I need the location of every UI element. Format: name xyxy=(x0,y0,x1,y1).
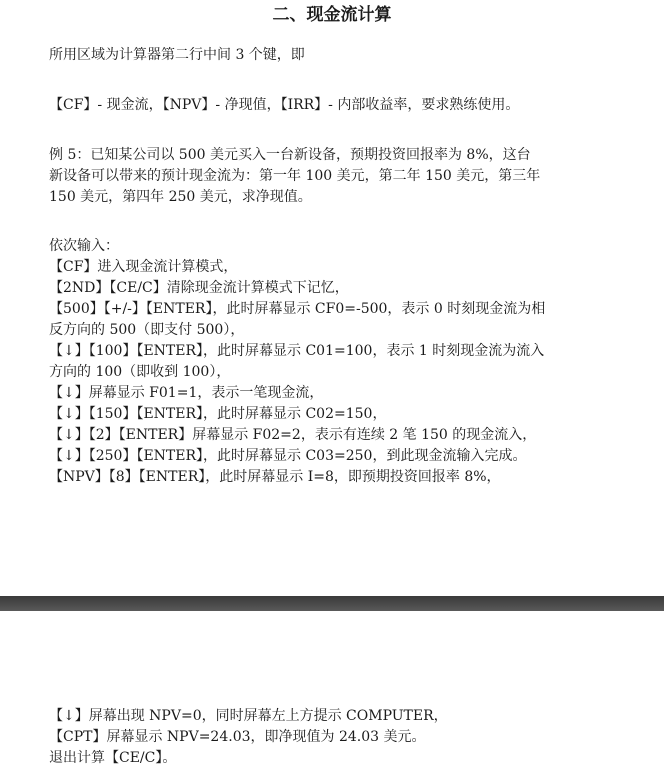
continuation-line: 【CPT】屏幕显示 NPV=24.03，即净现值为 24.03 美元。 xyxy=(49,729,426,745)
step-line: 【2ND】【CE/C】清除现金流计算模式下记忆， xyxy=(49,280,349,296)
example-line-3: 150 美元，第四年 250 美元，求净现值。 xyxy=(49,189,312,205)
step-line: 方向的 100（即收到 100）， xyxy=(49,364,231,380)
step-line: 【↓】【2】【ENTER】屏幕显示 F02=2，表示有连续 2 笔 150 的现金流入， xyxy=(49,427,537,443)
steps-header: 依次输入： xyxy=(49,238,119,254)
calculator-keys-description: 【CF】- 现金流，【NPV】- 净现值，【IRR】- 内部收益率，要求熟练使用。 xyxy=(49,97,520,113)
step-line: 【↓】【150】【ENTER】，此时屏幕显示 C02=150， xyxy=(49,406,387,422)
step-line: 【↓】屏幕显示 F01=1，表示一笔现金流， xyxy=(49,385,324,401)
example-line-2: 新设备可以带来的预计现金流为：第一年 100 美元，第二年 150 美元，第三年 xyxy=(49,168,541,184)
continuation-line: 退出计算【CE/C】。 xyxy=(49,750,177,766)
page-separator xyxy=(0,596,664,611)
step-line: 【500】【+/-】【ENTER】，此时屏幕显示 CF0=-500，表示 0 时刻现金流为相 xyxy=(49,301,546,317)
step-line: 【↓】【100】【ENTER】，此时屏幕显示 C01=100，表示 1 时刻现金流为流入 xyxy=(49,343,545,359)
step-line: 反方向的 500（即支付 500）， xyxy=(49,322,245,338)
document-page-2 xyxy=(0,611,664,779)
intro-text: 所用区域为计算器第二行中间 3 个键，即 xyxy=(49,47,305,63)
step-line: 【↓】【250】【ENTER】，此时屏幕显示 C03=250，到此现金流输入完成。 xyxy=(49,448,527,464)
example-line-1: 例 5：已知某公司以 500 美元买入一台新设备，预期投资回报率为 8%，这台 xyxy=(49,147,531,163)
section-title: 二、现金流计算 xyxy=(272,5,392,25)
step-line: 【CF】进入现金流计算模式， xyxy=(49,259,238,275)
step-line: 【NPV】【8】【ENTER】，此时屏幕显示 I=8，即预期投资回报率 8%， xyxy=(49,469,501,485)
continuation-line: 【↓】屏幕出现 NPV=0，同时屏幕左上方提示 COMPUTER， xyxy=(49,708,448,724)
